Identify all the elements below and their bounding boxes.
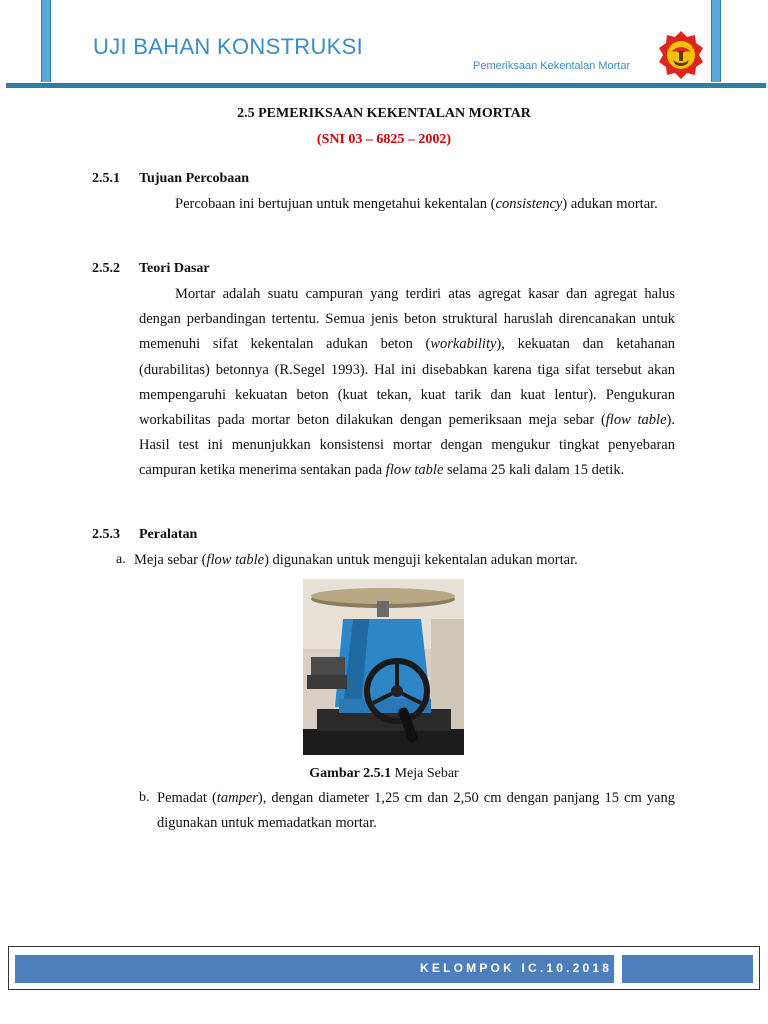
list-item: Pemadat (tamper), dengan diameter 1,25 cm dan 2,50 cm dengan panjang 15 cm yang digunakan untuk memadatkan mortar. [157, 790, 675, 832]
footer-group-label: KELOMPOK IC.10.2018 [420, 961, 613, 975]
flow-table-photo [303, 579, 464, 755]
figure-caption: Gambar 2.5.1 Meja Sebar [309, 766, 459, 781]
section-number: 2.5.3 [92, 527, 120, 542]
section-title: Teori Dasar [139, 261, 210, 276]
header-left-accent-bar [41, 0, 51, 82]
section-title: Tujuan Percobaan [139, 171, 250, 186]
university-logo-icon [656, 30, 706, 80]
list-item: Meja sebar (flow table) digunakan untuk menguji kekentalan adukan mortar. [134, 552, 578, 568]
list-marker: b. [139, 790, 150, 805]
section-paragraph: Mortar adalah suatu campuran yang terdiri atas agregat kasar dan agregat halus dengan perbandingan tertentu. Semua jenis beton struktural haruslah direncanakan untuk memenuhi sifat kekentalan adukan beton (workability), kekuatan dan ketahanan (durabilitas) betonnya (R.Segel 1993). Hal ini disebabkan karena tiga sifat tersebut akan mempengaruhi kekuatan beton (kuat tekan, kuat tarik dan kuat lentur). Pengukuran workabilitas pada mortar beton dilakukan dengan pemeriksaan meja sebar (flow table). Hasil test ini menunjukkan konsistensi mortar dengan mengukur tingkat penyebaran campuran ketika menerima sentakan pada flow table selama 25 kali dalam 15 detik. [139, 286, 675, 479]
header-subtitle: Pemeriksaan Kekentalan Mortar [473, 60, 631, 72]
standard-reference: (SNI 03 – 6825 – 2002) [316, 132, 452, 147]
header-rule [6, 83, 766, 88]
section-number: 2.5.1 [92, 171, 120, 186]
section-title: Peralatan [139, 527, 198, 542]
section-paragraph: Percobaan ini bertujuan untuk mengetahui kekentalan (consistency) adukan mortar. [175, 196, 658, 212]
list-marker: a. [116, 552, 126, 567]
header-right-accent-bar [711, 0, 721, 82]
footer-page-box [622, 955, 753, 983]
section-number: 2.5.2 [92, 261, 120, 276]
chapter-heading: 2.5 PEMERIKSAAN KEKENTALAN MORTAR [237, 106, 531, 121]
header-title: UJI BAHAN KONSTRUKSI [93, 34, 364, 59]
